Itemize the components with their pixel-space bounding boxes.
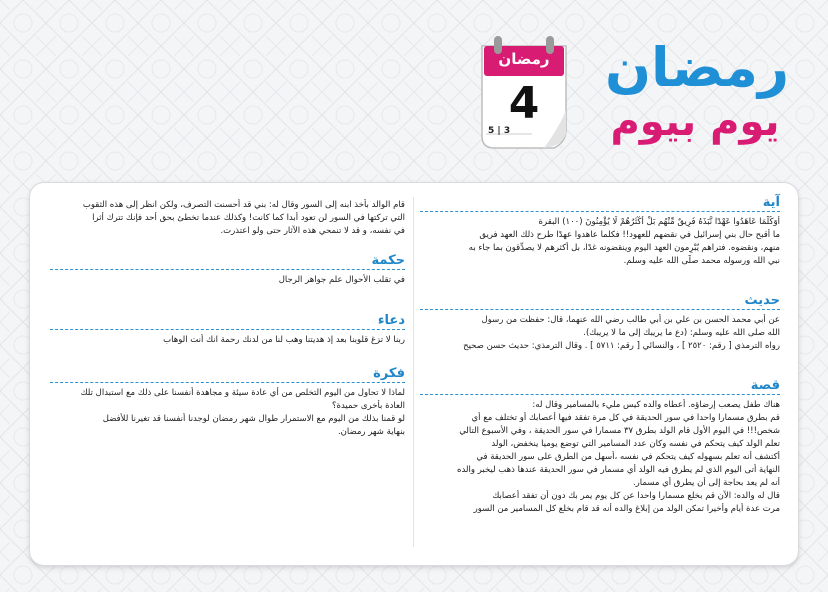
calendar-day: 4 [508,78,540,129]
hadith-line: رواه الترمذي [ رقم: ٢٥٢٠ ] ، والنسائي [ رقم: ٥٧١١ ] . وقال الترمذي: حديث حسن صحيح [463,341,780,351]
header [0,0,828,185]
hadith-title: حديث [420,293,780,310]
fikra-line: بنهاية شهر رمضان. [337,427,405,437]
fikra-line: لو قمنا بذلك من اليوم مع الاستمرار طوال شهر رمضان لوجدنا أنفسنا قد تغيرنا للأفضل [102,414,405,424]
story-text [420,399,780,516]
aya-line: نبي الله ورسوله محمد صلَّى الله عليه وسلم. [623,256,780,266]
intro-line: قام الوالد بأخذ ابنه إلى السور وقال له: بني قد أحسنت التصرف، ولكن انظر إلى هذه الثقوب [82,200,405,210]
fikra-line: لماذا لا تحاول من اليوم التخلص من أي عادة سيئة و مجاهدة أنفسنا على ذلك مع استبدال تلك [80,388,405,398]
fikra-line: العادة بأخرى حميدة؟ [332,401,405,411]
aya-line: أَوَكُلَّمَا عَاهَدُوا عَهْدًا نَّبَذَهُ فَرِيقٌ مِّنْهُم بَلْ أَكْثَرُهُمْ لَا يُؤْمِنُونَ (١٠٠) البقرة [538,217,780,227]
content-panel [30,183,798,565]
hadith-line: عن أبي محمد الحسن بن علي بن أبي طالب رضي الله عنهما، قال: حفظت من رسول [481,315,780,325]
fikra-section [50,366,405,439]
story-line: أنه لم يعد بحاجة إلى أن يطرق أي مسمار. [632,478,780,488]
logo-day-by-day: يوم بيوم [610,99,780,145]
doaa-section [50,313,405,347]
story-line: أكتشف أنه تعلم بسهوله كيف يتحكم في نفسه ،أسهل من الطرق على سور الحديقة في [476,452,780,462]
fikra-title: فكرة [50,366,405,383]
story-line: تعلم الولد كيف يتحكم في نفسه وكان عدد المسامير التي توضع يوميا ينخفض، الولد [491,439,780,449]
intro-line: في نفسه، و قد لا تنمحي هذه الآثار حتى ولو اعتذرت. [220,226,405,236]
intro-line: التي تركتها في السور لن تعود أبدا كما كانت! وكذلك عندما تخطئ بحق أحد فإنك تترك أثرا [92,213,405,223]
hadith-line: الله صلى الله عليه وسلم: (دع ما يريبك إلى ما لا يريبك). [583,328,780,338]
story-title: قصة [420,378,780,395]
doaa-title: دعاء [50,313,405,330]
story-line: النهاية أتى اليوم الذي لم يطرق فيه الولد أي مسمار في سور الحديقة عندها ذهب ليخبر والده [457,465,780,475]
hikma-section [50,253,405,287]
calendar-month: رمضان [498,50,550,68]
story-line: قم بطرق مسمارا واحدا في سور الحديقة في كل مرة تفقد فيها أعصابك أو تختلف مع أي [471,413,780,423]
story-line: قال له والده: الآن قم بخلع مسمارا واحدا عن كل يوم يمر بك دون أن تفقد أعصابك [492,491,780,501]
hikma-line: في تقلب الأحوال علم جواهر الرجال [278,275,405,285]
aya-section [420,195,780,268]
logo-ramadan: رمضان [604,36,790,99]
doaa-line: ربنا لا تزغ قلوبنا بعد إذ هديتنا وهب لنا من لدنك رحمة انك أنت الوهاب [163,335,405,345]
hadith-section [420,293,780,353]
story-section [420,378,780,516]
hikma-title: حكمة [50,253,405,270]
aya-text [420,216,780,268]
aya-line: ما أقبح حال بني إسرائيل في نقضهم للعهود!! فكلما عاهدوا عهدًا طرح ذلك العهد فريق [479,230,780,240]
hadith-text [420,314,780,353]
story-line: هناك طفل يصعب إرضاؤه. أعطاه والده كيس مليء بالمسامير وقال له: [532,400,780,410]
story-line: مرت عدة أيام وأخيرا تمكن الولد من إبلاغ والده أنه قد قام بخلع كل المسامير من السور [473,504,780,514]
aya-title: آية [420,195,780,212]
column-divider [413,197,414,547]
calendar-fraction: 5 | 3 [488,126,511,136]
story-line: شخص!!! في اليوم الأول قام الولد بطرق ٣٧ مسمارا في سور الحديقة ، وفي الأسبوع التالي [459,426,780,436]
story-continuation [50,199,405,238]
aya-line: منهم، ونقضوه. فتراهم يُبْرِمون العهد اليوم وينقضونه غدًا، بل أكثرهم لا يصدِّقون بما جاء به [468,243,780,253]
